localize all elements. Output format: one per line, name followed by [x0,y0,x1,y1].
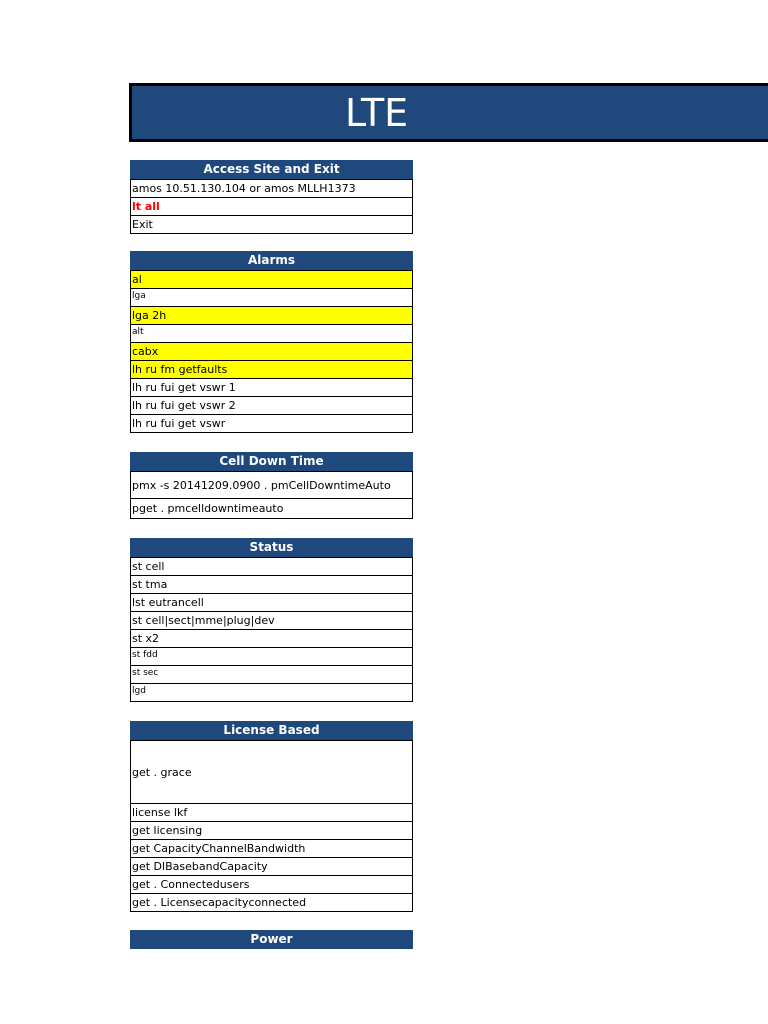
command-row[interactable]: lga 2h [131,307,412,325]
command-row[interactable]: amos 10.51.130.104 or amos MLLH1373 [131,180,412,198]
section-status [130,538,413,702]
command-row[interactable]: lh ru fui get vswr 1 [131,379,412,397]
command-row[interactable]: lst eutrancell [131,594,412,612]
command-row[interactable]: get . Licensecapacityconnected [131,894,412,912]
command-row[interactable]: st x2 [131,630,412,648]
command-row[interactable]: get CapacityChannelBandwidth [131,840,412,858]
command-row[interactable]: lgd [131,684,412,702]
section-license-based [130,721,413,912]
command-row[interactable]: license lkf [131,804,412,822]
command-row[interactable]: alt [131,325,412,343]
row-list [130,471,413,519]
command-row[interactable]: get DlBasebandCapacity [131,858,412,876]
command-row[interactable]: st cell|sect|mme|plug|dev [131,612,412,630]
command-row[interactable]: lh ru fm getfaults [131,361,412,379]
command-row[interactable]: al [131,271,412,289]
command-row[interactable]: get . grace [131,741,412,804]
section-power [130,930,413,949]
command-row[interactable]: st tma [131,576,412,594]
command-row[interactable]: lh ru fui get vswr 2 [131,397,412,415]
section-cell-down-time [130,452,413,519]
section-header: Access Site and Exit [130,160,413,179]
page-title: LTE [345,91,409,135]
section-header: Power [130,930,413,949]
command-row[interactable]: pmx -s 20141209.0900 . pmCellDowntimeAuto [131,472,412,499]
command-row[interactable]: st sec [131,666,412,684]
command-row[interactable]: st cell [131,558,412,576]
section-alarms [130,251,413,433]
row-list [130,179,413,234]
row-list [130,557,413,702]
section-access-site-and-exit [130,160,413,234]
command-row[interactable]: lh ru fui get vswr [131,415,412,433]
command-row[interactable]: pget . pmcelldowntimeauto [131,499,412,519]
section-header: Alarms [130,251,413,270]
row-list [130,740,413,912]
command-row[interactable]: get . Connectedusers [131,876,412,894]
command-row[interactable]: get licensing [131,822,412,840]
section-header: Cell Down Time [130,452,413,471]
command-row[interactable]: lt all [131,198,412,216]
command-row[interactable]: st fdd [131,648,412,666]
row-list [130,270,413,433]
section-header: Status [130,538,413,557]
title-banner [129,83,768,142]
section-header: License Based [130,721,413,740]
command-row[interactable]: lga [131,289,412,307]
command-row[interactable]: cabx [131,343,412,361]
command-row[interactable]: Exit [131,216,412,234]
